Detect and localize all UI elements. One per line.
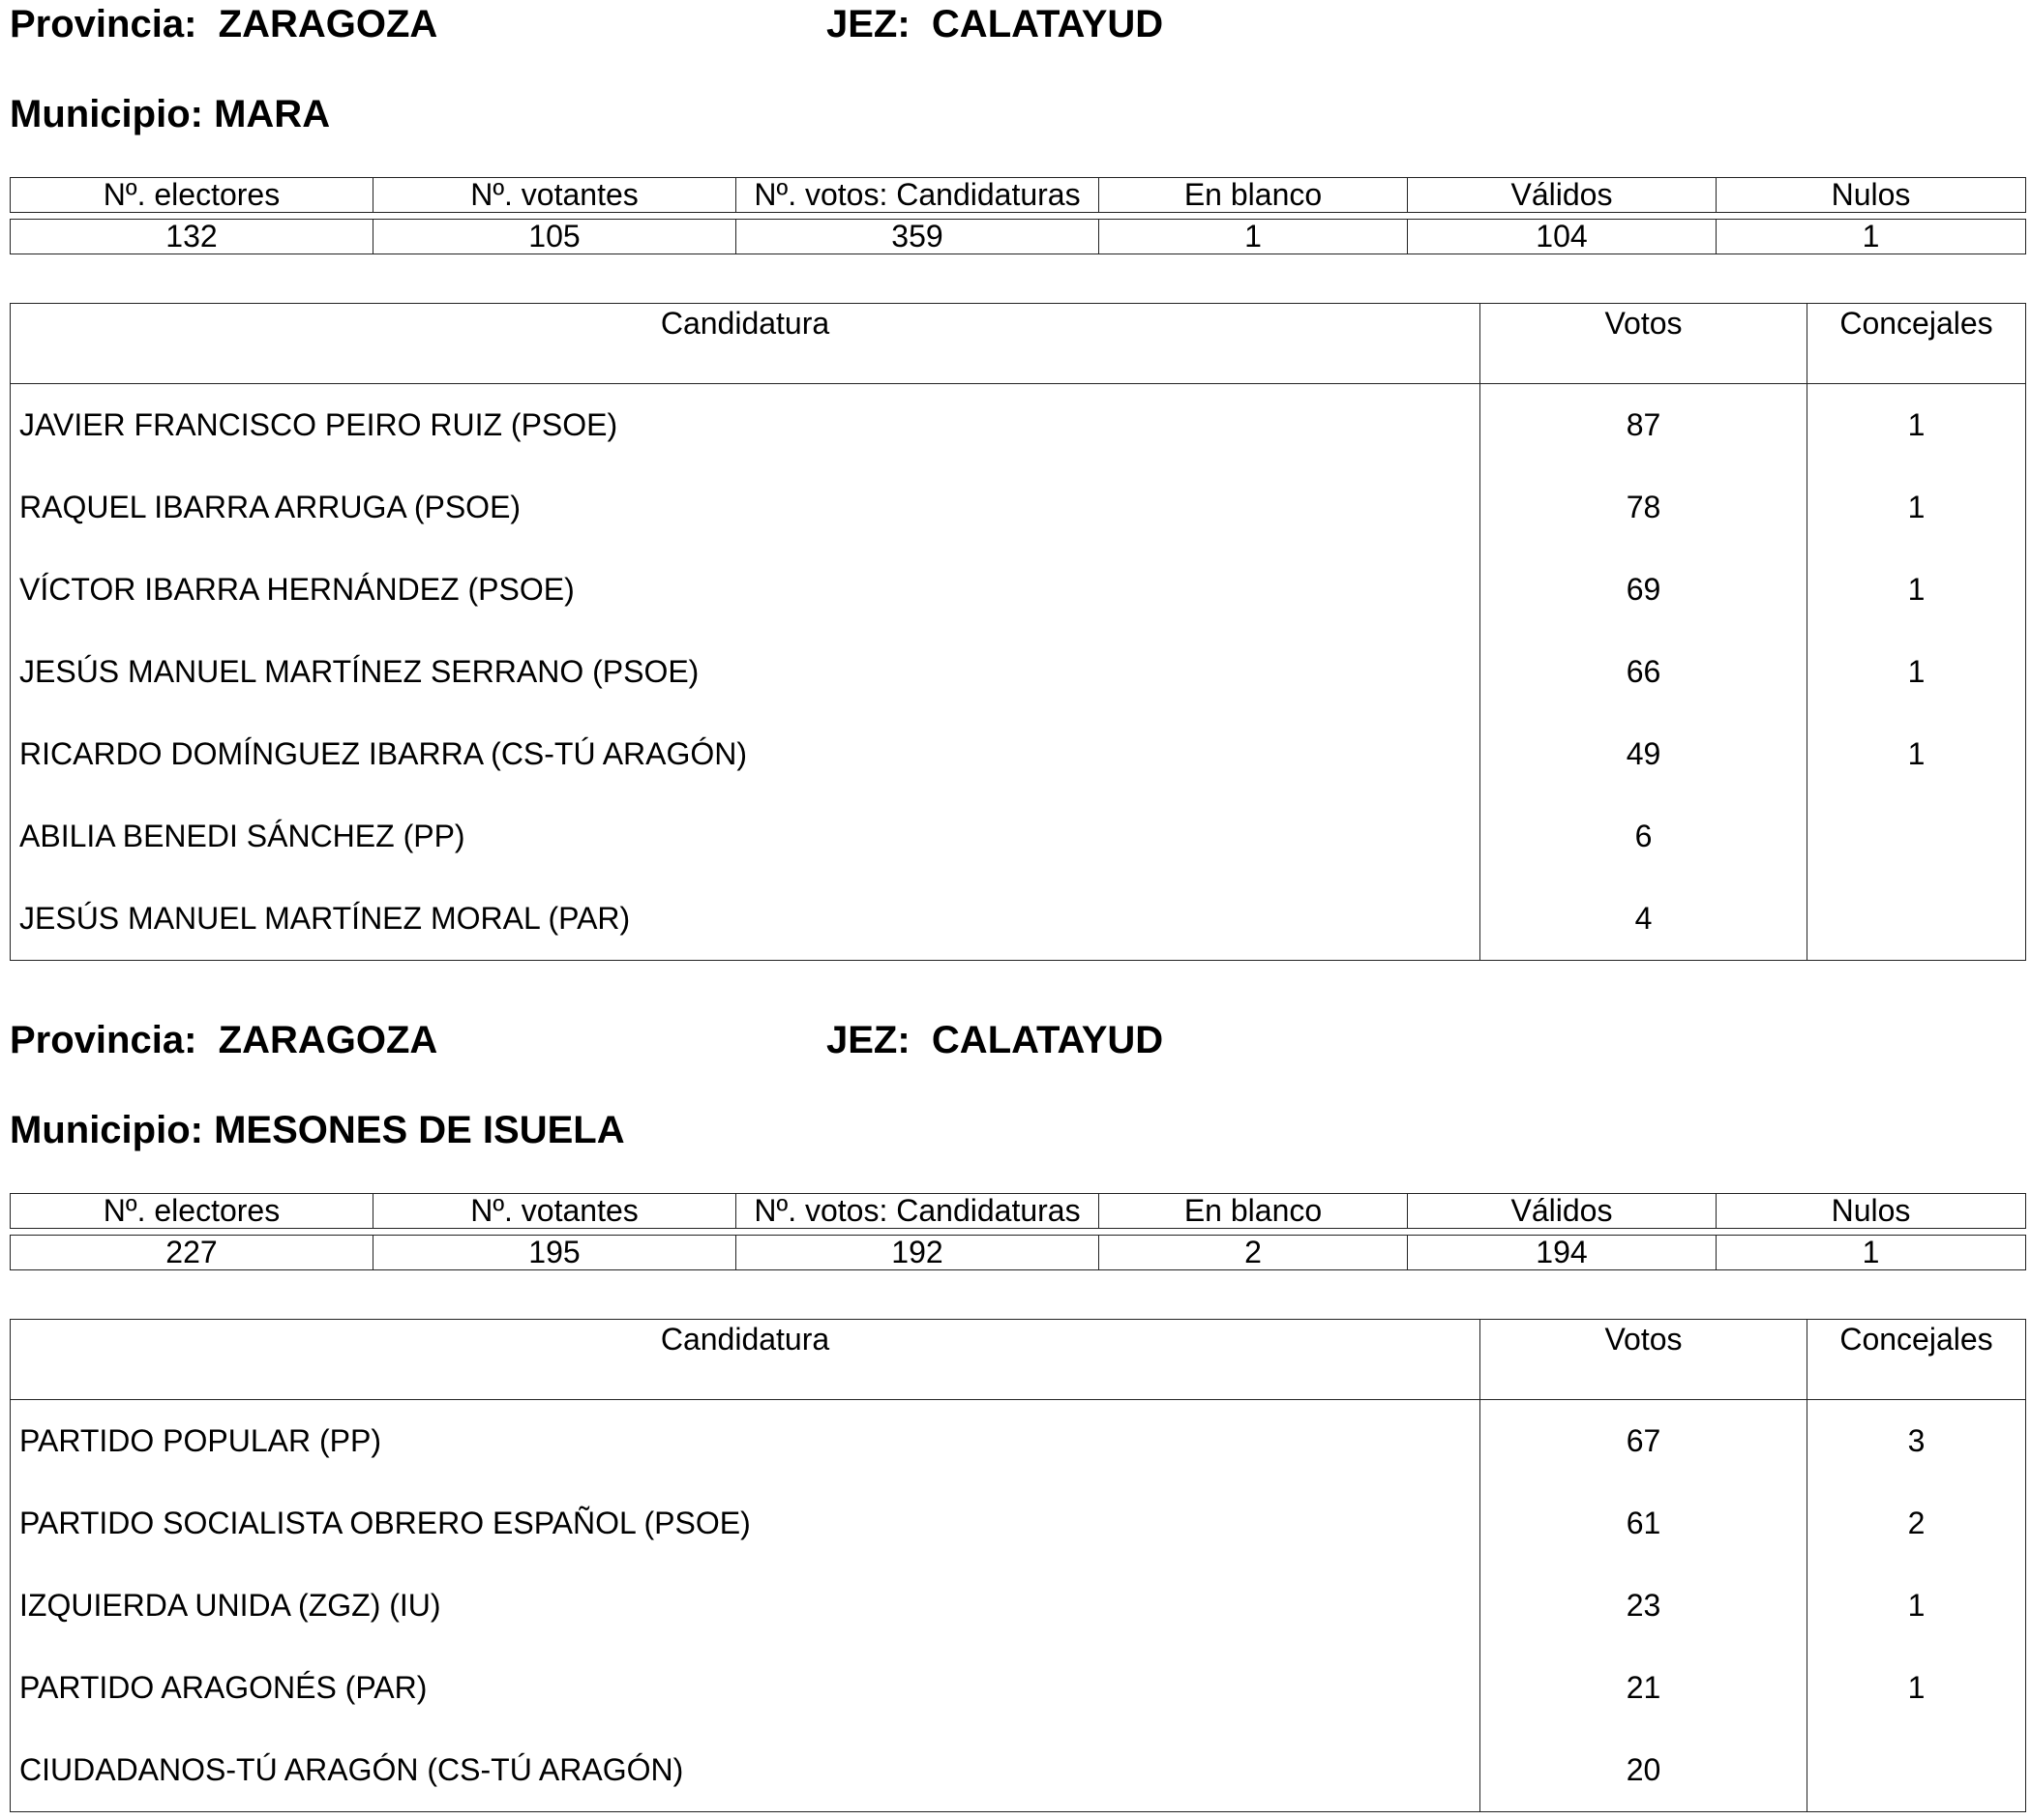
stats-header-cell: Nulos [1717,178,2026,213]
candidate-name: CIUDADANOS-TÚ ARAGÓN (CS-TÚ ARAGÓN) [11,1729,1480,1812]
table-row [11,878,2026,961]
provincia-value: ZARAGOZA [218,3,438,45]
candidate-concejales: 1 [1807,1647,2026,1729]
municipio-heading [10,95,330,134]
jez-value: CALATAYUD [931,3,1164,45]
candidatura-header: Candidatura [11,304,1480,384]
candidate-name: RICARDO DOMÍNGUEZ IBARRA (CS-TÚ ARAGÓN) [11,713,1480,795]
stats-header-row [11,1194,2026,1229]
candidate-concejales: 1 [1807,549,2026,631]
stats-value-cell: 104 [1408,220,1717,254]
table-row [11,384,2026,467]
candidate-votos: 67 [1480,1400,1807,1483]
stats-value-cell: 194 [1408,1236,1717,1270]
stats-header-cell: Nº. electores [11,1194,373,1229]
stats-header-cell: Nº. votantes [373,178,736,213]
candidate-name: PARTIDO ARAGONÉS (PAR) [11,1647,1480,1729]
stats-header-row [11,178,2026,213]
stats-values-table [10,219,2026,254]
votos-header: Votos [1480,304,1807,384]
candidate-votos: 69 [1480,549,1807,631]
candidate-concejales: 1 [1807,631,2026,713]
stats-value-cell: 2 [1099,1236,1408,1270]
candidate-name: VÍCTOR IBARRA HERNÁNDEZ (PSOE) [11,549,1480,631]
stats-value-cell: 132 [11,220,373,254]
stats-header-cell: En blanco [1099,1194,1408,1229]
candidate-votos: 4 [1480,878,1807,961]
stats-value-cell: 359 [736,220,1099,254]
municipio-section-mesones-de-isuela [0,1016,2031,1820]
candidate-name: ABILIA BENEDI SÁNCHEZ (PP) [11,795,1480,878]
candidate-votos: 20 [1480,1729,1807,1812]
stats-value-cell: 105 [373,220,736,254]
candidate-votos: 21 [1480,1647,1807,1729]
table-row [11,713,2026,795]
jez-label: JEZ: [826,1019,911,1061]
candidatura-header: Candidatura [11,1320,1480,1400]
candidate-votos: 87 [1480,384,1807,467]
table-row [11,549,2026,631]
candidate-concejales: 3 [1807,1400,2026,1483]
stats-header-table [10,1193,2026,1229]
stats-header-table [10,177,2026,213]
stats-value-cell: 195 [373,1236,736,1270]
stats-header-cell: Nº. votos: Candidaturas [736,178,1099,213]
stats-header-cell: Nº. votos: Candidaturas [736,1194,1099,1229]
stats-value-cell: 1 [1099,220,1408,254]
candidate-name: PARTIDO SOCIALISTA OBRERO ESPAÑOL (PSOE) [11,1482,1480,1565]
table-row [11,466,2026,549]
table-row [11,1647,2026,1729]
candidates-header-row [11,1320,2026,1400]
jez-label: JEZ: [826,3,911,45]
jez-heading [826,5,1163,44]
municipio-label: Municipio: [10,1109,203,1151]
candidate-name: JESÚS MANUEL MARTÍNEZ MORAL (PAR) [11,878,1480,961]
municipio-label: Municipio: [10,93,203,135]
table-row [11,1729,2026,1812]
candidate-concejales [1807,878,2026,961]
stats-values-table [10,1235,2026,1270]
jez-heading [826,1021,1163,1059]
table-row [11,1565,2026,1647]
stats-values-row [11,220,2026,254]
stats-value-cell: 1 [1717,1236,2026,1270]
municipio-value: MARA [214,93,331,135]
candidate-concejales [1807,795,2026,878]
candidates-header-row [11,304,2026,384]
candidate-concejales: 1 [1807,384,2026,467]
provincia-heading [10,1021,437,1059]
provincia-label: Provincia: [10,3,197,45]
candidate-concejales [1807,1729,2026,1812]
candidate-name: RAQUEL IBARRA ARRUGA (PSOE) [11,466,1480,549]
provincia-value: ZARAGOZA [218,1019,438,1061]
stats-header-cell: En blanco [1099,178,1408,213]
table-row [11,1400,2026,1483]
candidate-concejales: 1 [1807,466,2026,549]
table-row [11,795,2026,878]
candidate-concejales: 1 [1807,713,2026,795]
candidate-concejales: 1 [1807,1565,2026,1647]
stats-header-cell: Nº. electores [11,178,373,213]
table-row [11,631,2026,713]
candidates-table [10,1319,2026,1812]
stats-value-cell: 192 [736,1236,1099,1270]
concejales-header: Concejales [1807,304,2026,384]
candidate-votos: 66 [1480,631,1807,713]
candidate-name: JESÚS MANUEL MARTÍNEZ SERRANO (PSOE) [11,631,1480,713]
candidate-name: PARTIDO POPULAR (PP) [11,1400,1480,1483]
stats-header-cell: Nº. votantes [373,1194,736,1229]
votos-header: Votos [1480,1320,1807,1400]
stats-header-cell: Válidos [1408,1194,1717,1229]
stats-values-row [11,1236,2026,1270]
candidate-concejales: 2 [1807,1482,2026,1565]
candidate-votos: 6 [1480,795,1807,878]
municipio-value: MESONES DE ISUELA [214,1109,625,1151]
table-row [11,1482,2026,1565]
candidate-votos: 61 [1480,1482,1807,1565]
candidate-name: IZQUIERDA UNIDA (ZGZ) (IU) [11,1565,1480,1647]
candidate-name: JAVIER FRANCISCO PEIRO RUIZ (PSOE) [11,384,1480,467]
jez-value: CALATAYUD [931,1019,1164,1061]
stats-value-cell: 1 [1717,220,2026,254]
municipio-heading [10,1111,625,1149]
candidate-votos: 78 [1480,466,1807,549]
candidate-votos: 23 [1480,1565,1807,1647]
stats-value-cell: 227 [11,1236,373,1270]
concejales-header: Concejales [1807,1320,2026,1400]
candidate-votos: 49 [1480,713,1807,795]
candidates-table [10,303,2026,961]
provincia-heading [10,5,437,44]
provincia-label: Provincia: [10,1019,197,1061]
stats-header-cell: Nulos [1717,1194,2026,1229]
stats-header-cell: Válidos [1408,178,1717,213]
